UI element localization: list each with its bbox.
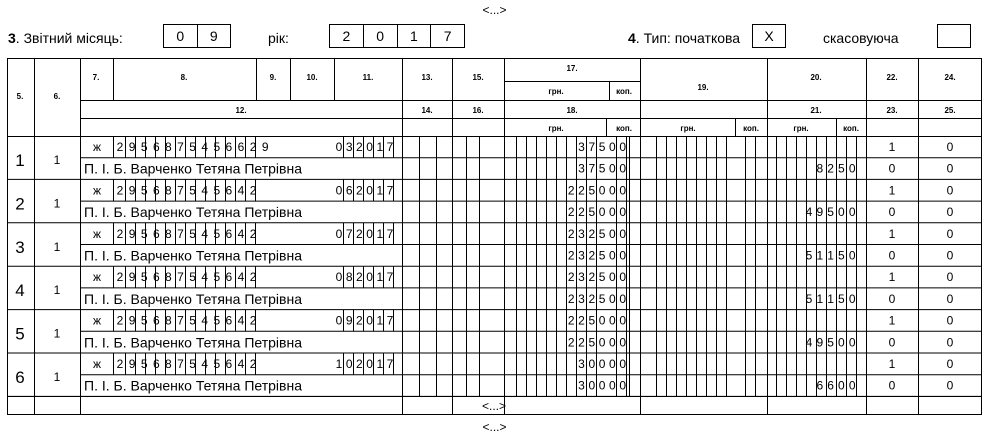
row-col-22: 1	[888, 226, 896, 241]
row-col-22: 1	[888, 140, 896, 154]
amount18-digit: 0	[598, 378, 606, 393]
id-digit: 9	[128, 140, 136, 154]
id-digit: 2	[116, 313, 124, 328]
col-7-header: 7.	[92, 73, 100, 82]
id-digit: 6	[152, 357, 160, 371]
date-digit: 0	[335, 226, 343, 241]
amount17-digit: 0	[609, 270, 616, 285]
id-digit: 6	[152, 270, 160, 285]
id-digit: 2	[116, 357, 124, 371]
year-digit: 7	[443, 28, 452, 44]
date-digit: 1	[376, 226, 384, 241]
amount17-digit: 3	[578, 357, 585, 371]
id-digit: 4	[201, 313, 209, 328]
id-digit: 6	[152, 226, 160, 241]
year-digit: 0	[364, 25, 398, 47]
row-col-25: 0	[946, 291, 954, 306]
person-name: П. І. Б. Варченко Тетяна Петрівна	[84, 334, 302, 351]
amount21-digit: 4	[805, 335, 813, 350]
amount18-digit: 2	[567, 205, 575, 220]
top-ellipsis: <...>	[482, 3, 507, 17]
amount17-digit: 0	[609, 313, 616, 328]
date-digit: 0	[345, 357, 353, 371]
amount18-digit: 0	[609, 248, 616, 263]
date-digit: 0	[366, 270, 373, 285]
person-name: П. І. Б. Варченко Тетяна Петрівна	[84, 204, 302, 221]
col-19-hrn: грн.	[680, 124, 696, 133]
date-digit: 7	[386, 140, 394, 154]
amount21-digit: 1	[816, 248, 824, 263]
date-digit: 1	[376, 183, 384, 198]
type-initial-mark: X	[764, 28, 774, 44]
row-col-22: 1	[888, 313, 896, 328]
amount17-digit: 0	[588, 357, 596, 371]
amount17-digit: 2	[567, 313, 575, 328]
amount18-digit: 2	[578, 335, 585, 350]
id-digit: 4	[237, 270, 245, 285]
col-5-header: 5.	[16, 92, 24, 101]
month-digit: 0	[164, 25, 198, 47]
row-col-22: 1	[888, 183, 896, 198]
id-digit: 9	[128, 313, 136, 328]
row-col-24: 0	[946, 270, 954, 285]
date-digit: 7	[386, 183, 394, 198]
id-digit: 5	[189, 226, 196, 241]
row-col-6: 1	[53, 370, 61, 384]
type-field-number: 4	[628, 30, 636, 46]
id-digit: 2	[116, 226, 124, 241]
amount18-digit: 0	[609, 335, 616, 350]
row-number: 5	[15, 324, 25, 344]
id-digit: 5	[213, 270, 221, 285]
row-col-22: 1	[888, 270, 896, 285]
amount21-digit: 0	[848, 248, 856, 263]
row-col-6: 1	[53, 326, 61, 341]
id-digit: 5	[140, 357, 148, 371]
type-cancel-label: скасовуюча	[823, 30, 899, 46]
amount18-digit: 5	[588, 335, 596, 350]
date-digit: 2	[356, 183, 363, 198]
date-digit: 7	[386, 270, 394, 285]
row-col-23: 0	[888, 378, 896, 393]
col-8-header: 8.	[180, 73, 188, 82]
amount18-digit: 0	[598, 335, 606, 350]
amount21-digit: 0	[848, 291, 856, 306]
row-gender: ж	[92, 357, 102, 371]
amount18-digit: 0	[609, 161, 616, 176]
amount21-digit: 6	[816, 378, 824, 393]
amount17-digit: 2	[578, 183, 585, 198]
id-digit: 6	[152, 183, 160, 198]
id-digit: 9	[261, 140, 269, 154]
date-digit: 7	[386, 226, 394, 241]
id-digit: 5	[213, 140, 221, 154]
row-number: 6	[15, 368, 25, 387]
row-number: 3	[15, 237, 25, 257]
amount21-digit: 5	[827, 335, 834, 350]
row-gender: ж	[92, 140, 102, 154]
row-col-25: 0	[946, 161, 954, 176]
amount17-digit: 2	[588, 270, 596, 285]
row-col-23: 0	[888, 248, 896, 263]
amount21-digit: 5	[838, 248, 845, 263]
id-digit: 2	[249, 357, 257, 371]
amount17-digit: 7	[588, 140, 596, 154]
person-name: П. І. Б. Варченко Тетяна Петрівна	[84, 290, 302, 307]
amount18-digit: 0	[609, 205, 616, 220]
person-name: П. І. Б. Варченко Тетяна Петрівна	[84, 377, 302, 394]
date-digit: 7	[386, 357, 394, 371]
col-12-header: 12.	[235, 106, 247, 115]
amount18-digit: 0	[619, 161, 627, 176]
row-col-6: 1	[53, 153, 61, 167]
id-digit: 9	[128, 183, 136, 198]
date-digit: 2	[356, 357, 363, 371]
amount21-digit: 0	[848, 335, 856, 350]
row-gender: ж	[92, 226, 102, 241]
amount21-digit: 8	[816, 161, 824, 176]
amount18-digit: 2	[578, 205, 585, 220]
amount17-digit: 0	[619, 313, 627, 328]
id-digit: 5	[140, 140, 148, 154]
row-gender: ж	[92, 270, 102, 285]
row-col-25: 0	[946, 205, 954, 220]
id-digit: 4	[237, 183, 245, 198]
id-digit: 5	[189, 313, 196, 328]
row-gender: ж	[92, 183, 102, 198]
amount17-digit: 5	[598, 140, 606, 154]
person-name: П. І. Б. Варченко Тетяна Петрівна	[84, 247, 302, 264]
id-digit: 2	[249, 270, 257, 285]
amount17-digit: 0	[598, 357, 606, 371]
amount17-digit: 2	[588, 226, 596, 241]
id-digit: 4	[201, 183, 209, 198]
col-17-hrn: грн.	[548, 87, 564, 96]
date-digit: 0	[335, 140, 343, 154]
amount21-digit: 5	[827, 205, 834, 220]
amount21-digit: 9	[816, 335, 824, 350]
id-digit: 2	[116, 140, 124, 154]
col-21-kop: коп.	[843, 124, 859, 133]
row-col-24: 0	[946, 313, 954, 328]
id-digit: 6	[225, 140, 233, 154]
id-digit: 4	[201, 140, 209, 154]
amount21-digit: 1	[827, 248, 834, 263]
amount21-digit: 0	[848, 378, 856, 393]
date-digit: 9	[345, 313, 353, 328]
year-label: рік:	[268, 30, 289, 46]
amount21-digit: 1	[827, 291, 834, 306]
amount21-digit: 9	[816, 205, 824, 220]
row-col-24: 0	[946, 357, 954, 371]
amount21-digit: 2	[827, 161, 834, 176]
amount17-digit: 0	[609, 357, 616, 371]
id-digit: 5	[213, 313, 221, 328]
amount17-digit: 3	[578, 270, 585, 285]
date-digit: 0	[366, 140, 373, 154]
col-9-header: 9.	[269, 73, 277, 82]
amount18-digit: 0	[609, 378, 616, 393]
amount18-digit: 3	[578, 291, 585, 306]
col-6-header: 6.	[53, 92, 61, 101]
amount17-digit: 0	[598, 183, 606, 198]
year-digit: 1	[398, 25, 432, 47]
id-digit: 7	[177, 140, 184, 154]
id-digit: 2	[249, 313, 257, 328]
id-digit: 6	[237, 140, 245, 154]
row-col-25: 0	[946, 248, 954, 263]
id-digit: 5	[189, 183, 196, 198]
col-21-hrn: грн.	[793, 124, 809, 133]
col-15-header: 15.	[472, 73, 484, 82]
amount17-digit: 0	[619, 183, 627, 198]
amount17-digit: 0	[609, 140, 616, 154]
id-digit: 4	[201, 357, 209, 371]
amount18-digit: 3	[578, 161, 585, 176]
amount17-digit: 2	[578, 313, 585, 328]
amount18-digit: 2	[588, 291, 596, 306]
row-col-23: 0	[888, 161, 896, 176]
amount18-digit: 0	[609, 291, 616, 306]
id-digit: 5	[189, 140, 196, 154]
date-digit: 2	[356, 313, 363, 328]
amount18-digit: 2	[567, 335, 575, 350]
col-18-hrn: грн.	[548, 124, 564, 133]
id-digit: 6	[225, 270, 233, 285]
amount21-digit: 6	[827, 378, 834, 393]
id-digit: 5	[140, 313, 148, 328]
amount17-digit: 5	[588, 313, 596, 328]
table-ellipsis: <...>	[481, 399, 507, 413]
id-digit: 5	[213, 226, 221, 241]
id-digit: 2	[116, 270, 124, 285]
amount21-digit: 0	[838, 378, 845, 393]
date-digit: 8	[345, 270, 353, 285]
amount17-digit: 2	[567, 226, 575, 241]
amount18-digit: 0	[619, 291, 627, 306]
amount18-digit: 5	[598, 161, 606, 176]
amount18-digit: 5	[588, 205, 596, 220]
amount21-digit: 1	[816, 291, 824, 306]
col-17-header: 17.	[566, 64, 578, 73]
id-digit: 8	[165, 357, 172, 371]
col-19-header: 19.	[697, 83, 709, 92]
amount18-digit: 0	[619, 248, 627, 263]
id-digit: 9	[128, 270, 136, 285]
date-digit: 0	[335, 183, 343, 198]
date-digit: 0	[366, 313, 373, 328]
date-digit: 2	[356, 270, 363, 285]
row-number: 1	[15, 151, 25, 170]
id-digit: 7	[177, 270, 184, 285]
date-digit: 3	[345, 140, 353, 154]
amount18-digit: 0	[619, 378, 627, 393]
id-digit: 7	[177, 313, 184, 328]
amount17-digit: 2	[567, 270, 575, 285]
date-digit: 0	[366, 357, 373, 371]
row-col-25: 0	[946, 335, 954, 350]
amount17-digit: 3	[578, 140, 585, 154]
id-digit: 7	[177, 226, 184, 241]
id-digit: 8	[165, 313, 172, 328]
amount18-digit: 0	[619, 205, 627, 220]
date-digit: 6	[345, 183, 353, 198]
amount18-digit: 3	[578, 248, 585, 263]
id-digit: 7	[177, 183, 184, 198]
id-digit: 5	[140, 183, 148, 198]
date-digit: 1	[376, 357, 384, 371]
id-digit: 2	[249, 183, 257, 198]
col-17-kop: коп.	[616, 87, 632, 96]
amount17-digit: 0	[619, 357, 627, 371]
amount18-digit: 7	[588, 161, 596, 176]
col-23-header: 23.	[886, 106, 898, 115]
id-digit: 9	[128, 226, 136, 241]
amount18-digit: 0	[598, 205, 606, 220]
row-col-23: 0	[888, 335, 896, 350]
amount18-digit: 3	[578, 378, 585, 393]
id-digit: 5	[189, 357, 196, 371]
id-digit: 7	[177, 357, 184, 371]
row-col-24: 0	[946, 226, 954, 241]
row-col-23: 0	[888, 291, 896, 306]
id-digit: 6	[152, 140, 160, 154]
col-19-kop: коп.	[743, 124, 759, 133]
amount18-digit: 0	[619, 335, 627, 350]
amount17-digit: 0	[609, 226, 616, 241]
row-col-24: 0	[946, 140, 954, 154]
amount21-digit: 0	[848, 161, 856, 176]
amount21-digit: 5	[805, 248, 813, 263]
amount18-digit: 0	[588, 378, 596, 393]
row-col-23: 0	[888, 205, 896, 220]
date-digit: 7	[345, 226, 353, 241]
month-digit: 9	[209, 28, 218, 44]
col-13-header: 13.	[421, 73, 433, 82]
amount18-digit: 2	[567, 291, 575, 306]
amount17-digit: 5	[598, 270, 606, 285]
id-digit: 6	[225, 313, 233, 328]
col-18-header: 18.	[566, 106, 578, 115]
col-21-header: 21.	[810, 106, 822, 115]
date-digit: 1	[376, 140, 384, 154]
amount17-digit: 5	[588, 183, 596, 198]
date-digit: 1	[376, 313, 384, 328]
date-digit: 1	[376, 270, 384, 285]
amount17-digit: 3	[578, 226, 585, 241]
amount21-digit: 5	[838, 161, 845, 176]
amount17-digit: 0	[598, 313, 606, 328]
row-col-25: 0	[946, 378, 954, 393]
col-18-kop: коп.	[616, 124, 632, 133]
id-digit: 6	[225, 226, 233, 241]
col-24-header: 24.	[944, 73, 956, 82]
month-field-label: . Звітний місяць:	[15, 30, 123, 46]
amount21-digit: 0	[838, 335, 845, 350]
amount21-digit: 0	[838, 205, 845, 220]
date-digit: 7	[386, 313, 394, 328]
row-col-24: 0	[946, 183, 954, 198]
row-col-6: 1	[53, 196, 61, 211]
amount17-digit: 0	[609, 183, 616, 198]
bottom-ellipsis: <...>	[482, 420, 507, 434]
id-digit: 4	[237, 357, 245, 371]
id-digit: 2	[249, 140, 257, 154]
id-digit: 8	[165, 270, 172, 285]
col-10-header: 10.	[306, 73, 318, 82]
id-digit: 8	[165, 140, 172, 154]
id-digit: 6	[152, 313, 160, 328]
col-25-header: 25.	[944, 106, 956, 115]
id-digit: 5	[189, 270, 196, 285]
amount17-digit: 0	[619, 140, 627, 154]
amount21-digit: 5	[838, 291, 845, 306]
id-digit: 4	[201, 226, 209, 241]
col-16-header: 16.	[472, 106, 484, 115]
col-20-header: 20.	[810, 73, 822, 82]
year-digit: 2	[330, 25, 364, 47]
col-11-header: 11.	[362, 73, 374, 82]
row-number: 2	[15, 194, 25, 214]
date-digit: 0	[335, 313, 343, 328]
amount18-digit: 5	[598, 248, 606, 263]
id-digit: 4	[237, 226, 245, 241]
row-number: 4	[15, 281, 25, 301]
id-digit: 5	[213, 357, 221, 371]
amount21-digit: 5	[805, 291, 813, 306]
amount21-digit: 4	[805, 205, 813, 220]
date-digit: 0	[366, 226, 373, 241]
date-digit: 0	[366, 183, 373, 198]
amount18-digit: 2	[588, 248, 596, 263]
row-col-6: 1	[53, 283, 61, 298]
date-digit: 2	[356, 226, 363, 241]
id-digit: 5	[213, 183, 221, 198]
row-col-22: 1	[888, 357, 896, 371]
row-col-6: 1	[53, 239, 61, 254]
date-digit: 1	[335, 357, 343, 371]
type-field-label: . Тип: початкова	[635, 30, 741, 46]
date-digit: 0	[335, 270, 343, 285]
amount17-digit: 2	[567, 183, 575, 198]
col-22-header: 22.	[886, 73, 898, 82]
id-digit: 6	[225, 357, 233, 371]
date-digit: 2	[356, 140, 363, 154]
id-digit: 2	[116, 183, 124, 198]
id-digit: 4	[201, 270, 209, 285]
amount17-digit: 0	[619, 270, 627, 285]
amount18-digit: 2	[567, 248, 575, 263]
id-digit: 2	[249, 226, 257, 241]
id-digit: 5	[140, 270, 148, 285]
col-14-header: 14.	[421, 106, 433, 115]
amount18-digit: 5	[598, 291, 606, 306]
amount17-digit: 5	[598, 226, 606, 241]
id-digit: 8	[165, 183, 172, 198]
person-name: П. І. Б. Варченко Тетяна Петрівна	[84, 160, 302, 177]
amount21-digit: 0	[848, 205, 856, 220]
month-field-number: 3	[8, 30, 16, 46]
id-digit: 8	[165, 226, 172, 241]
id-digit: 4	[237, 313, 245, 328]
amount17-digit: 0	[619, 226, 627, 241]
row-gender: ж	[92, 313, 102, 328]
id-digit: 9	[128, 357, 136, 371]
id-digit: 5	[140, 226, 148, 241]
id-digit: 6	[225, 183, 233, 198]
